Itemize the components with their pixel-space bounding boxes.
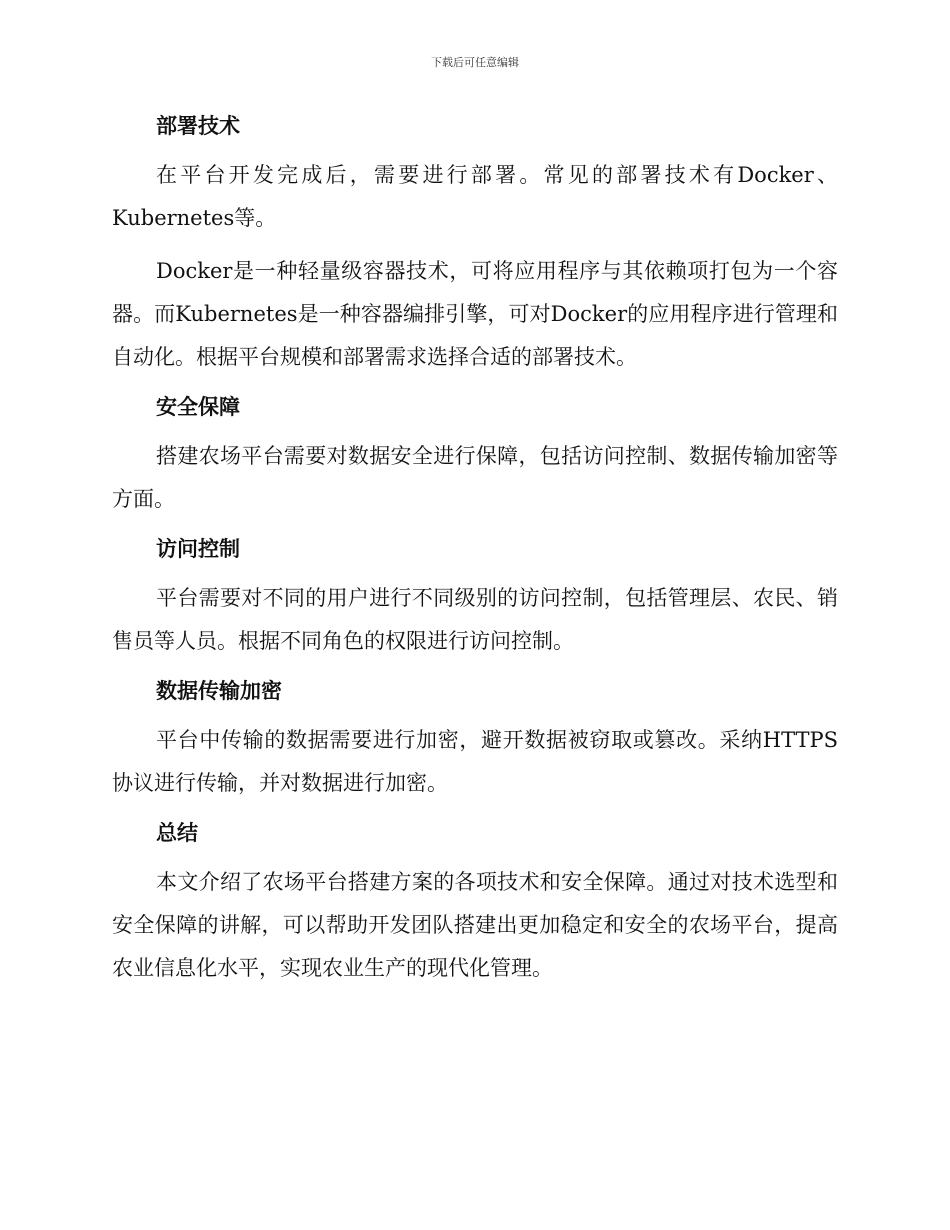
paragraph: 搭建农场平台需要对数据安全进行保障，包括访问控制、数据传输加密等方面。 xyxy=(112,444,838,511)
section-deployment xyxy=(112,110,838,379)
section-heading: 访问控制 xyxy=(156,537,240,561)
section-heading: 部署技术 xyxy=(156,114,240,138)
section-heading: 数据传输加密 xyxy=(156,679,282,703)
paragraph: 在平台开发完成后，需要进行部署。常见的部署技术有Docker、Kubernetes等。 xyxy=(112,163,838,230)
section-heading: 总结 xyxy=(156,821,198,845)
section-access-control xyxy=(112,533,838,663)
section-security xyxy=(112,391,838,521)
section-summary xyxy=(112,817,838,990)
paragraph: Docker是一种轻量级容器技术，可将应用程序与其依赖项打包为一个容器。而Kubernetes是一种容器编排引擎，可对Docker的应用程序进行管理和自动化。根据平台规模和部署需求选择合适的部署技术。 xyxy=(112,259,838,369)
paragraph: 本文介绍了农场平台搭建方案的各项技术和安全保障。通过对技术选型和安全保障的讲解，可以帮助开发团队搭建出更加稳定和安全的农场平台，提高农业信息化水平，实现农业生产的现代化管理。 xyxy=(112,870,838,980)
paragraph: 平台需要对不同的用户进行不同级别的访问控制，包括管理层、农民、销售员等人员。根据不同角色的权限进行访问控制。 xyxy=(112,586,838,653)
paragraph: 平台中传输的数据需要进行加密，避开数据被窃取或篡改。采纳HTTPS协议进行传输，并对数据进行加密。 xyxy=(112,728,838,795)
section-data-encryption xyxy=(112,675,838,805)
section-heading: 安全保障 xyxy=(156,395,240,419)
page-header: 下载后可任意编辑 xyxy=(431,56,519,69)
document-body xyxy=(112,110,838,1002)
